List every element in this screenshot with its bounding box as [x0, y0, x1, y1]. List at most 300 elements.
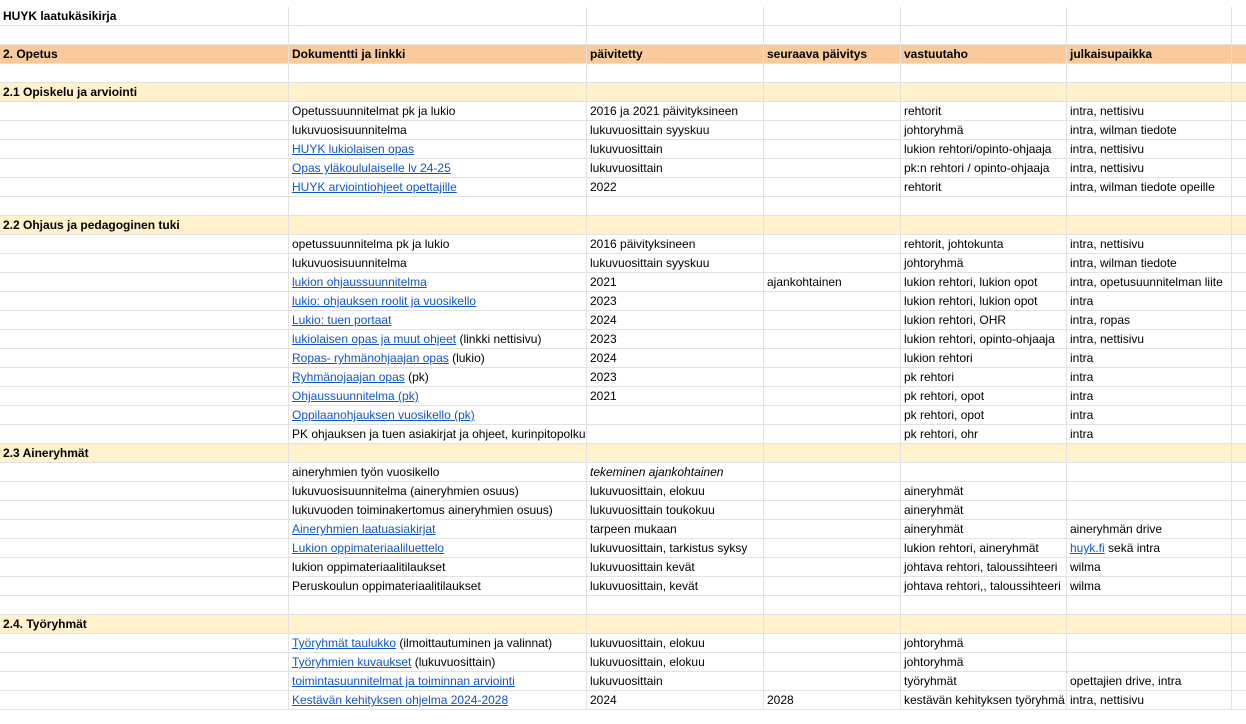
cell[interactable]	[1232, 634, 1246, 652]
cell[interactable]	[901, 26, 1067, 44]
cell[interactable]	[0, 292, 289, 310]
cell[interactable]	[764, 425, 901, 443]
cell[interactable]: intra	[1067, 368, 1232, 386]
cell[interactable]: lukuvuosittain	[587, 140, 764, 158]
cell[interactable]: lukion rehtori, lukion opot	[901, 273, 1067, 291]
table-row	[0, 691, 1246, 710]
cell-suffix-text: (pk)	[404, 370, 429, 384]
cell[interactable]: johtoryhmä	[901, 254, 1067, 272]
cell[interactable]: intra	[1067, 292, 1232, 310]
cell[interactable]	[289, 159, 587, 177]
cell[interactable]: intra, ropas	[1067, 311, 1232, 329]
table-row	[0, 368, 1246, 387]
cell[interactable]	[901, 615, 1067, 633]
cell[interactable]	[764, 672, 901, 690]
cell[interactable]: lukuvuosittain syyskuu	[587, 121, 764, 139]
cell[interactable]	[1232, 482, 1246, 500]
cell[interactable]	[1232, 691, 1246, 709]
cell[interactable]: intra, wilman tiedote opeille	[1067, 178, 1232, 196]
cell[interactable]	[1067, 615, 1232, 633]
table-row	[0, 26, 1246, 45]
cell[interactable]	[1232, 539, 1246, 557]
cell[interactable]	[1067, 653, 1232, 671]
cell[interactable]	[1067, 501, 1232, 519]
cell[interactable]	[1067, 83, 1232, 101]
section-row	[0, 216, 1246, 235]
cell[interactable]: pk rehtori	[901, 368, 1067, 386]
cell[interactable]	[0, 64, 289, 82]
cell[interactable]: rehtorit	[901, 178, 1067, 196]
cell[interactable]: aineryhmät	[901, 482, 1067, 500]
cell[interactable]: rehtorit	[901, 102, 1067, 120]
cell[interactable]	[289, 672, 587, 690]
cell[interactable]	[0, 140, 289, 158]
cell[interactable]	[587, 26, 764, 44]
cell[interactable]	[289, 216, 587, 234]
cell[interactable]: lukuvuosisuunnitelma	[289, 121, 587, 139]
cell-suffix-text: (lukuvuosittain)	[411, 655, 496, 669]
cell[interactable]	[289, 311, 587, 329]
cell[interactable]	[901, 64, 1067, 82]
cell[interactable]	[1067, 216, 1232, 234]
cell[interactable]: opetussuunnitelma pk ja lukio	[289, 235, 587, 253]
cell[interactable]	[289, 178, 587, 196]
cell[interactable]	[1232, 254, 1246, 272]
cell[interactable]	[0, 672, 289, 690]
cell[interactable]	[764, 45, 901, 63]
cell[interactable]: aineryhmät	[901, 501, 1067, 519]
cell[interactable]: intra, nettisivu	[1067, 140, 1232, 158]
document-link[interactable]: lukiolaisen opas ja muut ohjeet	[292, 332, 457, 346]
cell[interactable]	[901, 444, 1067, 462]
document-link[interactable]: lukion ohjaussuunnitelma	[292, 275, 427, 289]
cell[interactable]	[289, 197, 587, 215]
cell[interactable]	[764, 235, 901, 253]
cell[interactable]	[289, 596, 587, 614]
document-link[interactable]: Opas yläkoululaiselle lv 24-25	[292, 161, 451, 175]
cell[interactable]	[1232, 64, 1246, 82]
cell[interactable]	[901, 83, 1067, 101]
cell[interactable]: lukuvuosisuunnitelma (aineryhmien osuus)	[289, 482, 587, 500]
table-row	[0, 121, 1246, 140]
cell[interactable]	[764, 330, 901, 348]
cell[interactable]: lukuvuosittain	[587, 159, 764, 177]
cell[interactable]	[289, 45, 587, 63]
cell[interactable]	[764, 64, 901, 82]
cell[interactable]	[289, 406, 587, 424]
cell[interactable]: johtoryhmä	[901, 634, 1067, 652]
cell[interactable]	[764, 558, 901, 576]
cell[interactable]	[0, 558, 289, 576]
table-row	[0, 254, 1246, 273]
cell[interactable]	[587, 197, 764, 215]
cell[interactable]: intra, nettisivu	[1067, 159, 1232, 177]
cell[interactable]	[0, 539, 289, 557]
cell[interactable]	[1067, 596, 1232, 614]
table-row	[0, 311, 1246, 330]
cell[interactable]	[764, 159, 901, 177]
cell[interactable]	[0, 254, 289, 272]
cell[interactable]	[764, 292, 901, 310]
cell[interactable]	[764, 482, 901, 500]
document-link[interactable]: HUYK arviointiohjeet opettajille	[292, 180, 457, 194]
cell[interactable]	[764, 197, 901, 215]
cell[interactable]	[901, 216, 1067, 234]
cell-suffix-text: (ilmoittautuminen ja valinnat)	[396, 636, 553, 650]
document-link[interactable]: Kestävän kehityksen ohjelma 2024-2028	[292, 693, 509, 707]
cell[interactable]	[764, 140, 901, 158]
cell[interactable]: ajankohtainen	[764, 273, 901, 291]
cell[interactable]	[764, 102, 901, 120]
cell[interactable]	[0, 577, 289, 595]
cell-suffix-text: (lukio)	[448, 351, 485, 365]
cell[interactable]	[1067, 463, 1232, 481]
cell[interactable]: pk rehtori, ohr	[901, 425, 1067, 443]
cell[interactable]: lukuvuosisuunnitelma	[289, 254, 587, 272]
cell[interactable]	[1232, 235, 1246, 253]
cell[interactable]	[1067, 26, 1232, 44]
cell[interactable]	[764, 634, 901, 652]
cell[interactable]: pk rehtori, opot	[901, 387, 1067, 405]
cell[interactable]	[289, 520, 587, 538]
cell[interactable]	[0, 330, 289, 348]
cell[interactable]	[0, 368, 289, 386]
cell[interactable]	[1232, 349, 1246, 367]
document-link[interactable]: lukio: ohjauksen roolit ja vuosikello	[292, 294, 477, 308]
cell[interactable]: johtoryhmä	[901, 653, 1067, 671]
header-row	[0, 45, 1246, 64]
cell[interactable]	[764, 387, 901, 405]
cell[interactable]	[587, 83, 764, 101]
cell[interactable]	[764, 444, 901, 462]
cell[interactable]: lukuvuosittain kevät	[587, 558, 764, 576]
cell[interactable]	[0, 121, 289, 139]
cell[interactable]	[1232, 444, 1246, 462]
cell[interactable]: 2023	[587, 330, 764, 348]
document-link[interactable]: Työryhmät taulukko	[292, 636, 397, 650]
cell[interactable]: Opetussuunnitelmat pk ja lukio	[289, 102, 587, 120]
cell[interactable]	[764, 615, 901, 633]
cell[interactable]: lukion rehtori, opinto-ohjaaja	[901, 330, 1067, 348]
cell[interactable]	[1232, 178, 1246, 196]
cell[interactable]	[1067, 64, 1232, 82]
cell[interactable]: lukion oppimateriaalitilaukset	[289, 558, 587, 576]
cell[interactable]	[901, 45, 1067, 63]
cell[interactable]	[1232, 102, 1246, 120]
cell[interactable]: 2024	[587, 691, 764, 709]
cell-text: 2.4. Työryhmät	[3, 617, 87, 631]
cell[interactable]: lukuvuosittain, elokuu	[587, 634, 764, 652]
cell[interactable]	[0, 7, 289, 25]
table-row	[0, 292, 1246, 311]
cell[interactable]	[764, 254, 901, 272]
cell[interactable]: intra, nettisivu	[1067, 235, 1232, 253]
cell[interactable]	[1232, 45, 1246, 63]
document-link[interactable]: Ohjaussuunnitelma (pk)	[292, 389, 419, 403]
cell[interactable]	[764, 311, 901, 329]
cell[interactable]	[0, 615, 289, 633]
cell[interactable]	[1232, 159, 1246, 177]
cell[interactable]	[0, 520, 289, 538]
cell[interactable]: 2016 ja 2021 päivityksineen	[587, 102, 764, 120]
cell[interactable]: pk rehtori, opot	[901, 406, 1067, 424]
cell[interactable]: johtoryhmä	[901, 121, 1067, 139]
cell[interactable]	[764, 577, 901, 595]
cell[interactable]	[764, 7, 901, 25]
cell[interactable]	[764, 520, 901, 538]
cell[interactable]	[1232, 83, 1246, 101]
cell[interactable]: intra, wilman tiedote	[1067, 254, 1232, 272]
cell[interactable]	[1232, 558, 1246, 576]
cell[interactable]: intra, nettisivu	[1067, 691, 1232, 709]
cell[interactable]	[0, 634, 289, 652]
cell[interactable]: työryhmät	[901, 672, 1067, 690]
cell[interactable]	[289, 330, 587, 348]
cell[interactable]	[1232, 520, 1246, 538]
cell[interactable]	[764, 26, 901, 44]
cell[interactable]	[1067, 197, 1232, 215]
cell[interactable]: lukion rehtori, aineryhmät	[901, 539, 1067, 557]
document-link[interactable]: Ryhmänojaajan opas	[292, 370, 405, 384]
cell[interactable]	[901, 197, 1067, 215]
cell[interactable]	[0, 387, 289, 405]
cell[interactable]	[0, 197, 289, 215]
document-link[interactable]: huyk.fi	[1070, 541, 1105, 555]
cell[interactable]: intra	[1067, 387, 1232, 405]
cell[interactable]	[289, 273, 587, 291]
table-row	[0, 539, 1246, 558]
document-link[interactable]: Lukio: tuen portaat	[292, 313, 392, 327]
cell[interactable]	[1232, 311, 1246, 329]
cell[interactable]	[1232, 596, 1246, 614]
cell[interactable]	[587, 425, 764, 443]
cell[interactable]: tarpeen mukaan	[587, 520, 764, 538]
cell[interactable]: lukion rehtori, OHR	[901, 311, 1067, 329]
cell[interactable]	[0, 178, 289, 196]
cell[interactable]: lukion rehtori, lukion opot	[901, 292, 1067, 310]
cell[interactable]	[0, 501, 289, 519]
cell[interactable]	[0, 102, 289, 120]
cell[interactable]: 2028	[764, 691, 901, 709]
cell[interactable]: wilma	[1067, 577, 1232, 595]
cell[interactable]	[1232, 26, 1246, 44]
cell[interactable]: lukuvuosittain, kevät	[587, 577, 764, 595]
cell[interactable]: lukuvuosittain syyskuu	[587, 254, 764, 272]
cell[interactable]	[0, 235, 289, 253]
cell[interactable]	[0, 273, 289, 291]
cell[interactable]: intra, opetusuunnitelman liite	[1067, 273, 1232, 291]
document-link[interactable]: Aineryhmien laatuasiakirjat	[292, 522, 436, 536]
cell[interactable]	[0, 83, 289, 101]
cell[interactable]	[1232, 140, 1246, 158]
cell[interactable]	[0, 425, 289, 443]
cell-text: 2.3 Aineryhmät	[3, 446, 89, 460]
cell[interactable]	[289, 539, 587, 557]
cell-text: Dokumentti ja linkki	[292, 47, 406, 61]
cell[interactable]: 2021	[587, 273, 764, 291]
cell[interactable]	[1067, 482, 1232, 500]
cell[interactable]	[764, 349, 901, 367]
cell[interactable]	[0, 444, 289, 462]
cell[interactable]	[764, 406, 901, 424]
cell[interactable]	[289, 64, 587, 82]
cell[interactable]	[1232, 672, 1246, 690]
cell[interactable]	[0, 216, 289, 234]
cell[interactable]: lukion rehtori/opinto-ohjaaja	[901, 140, 1067, 158]
cell[interactable]: 2024	[587, 349, 764, 367]
cell[interactable]	[587, 596, 764, 614]
cell[interactable]	[289, 292, 587, 310]
cell[interactable]: 2021	[587, 387, 764, 405]
cell[interactable]: johtava rehtori, taloussihteeri	[901, 558, 1067, 576]
cell[interactable]	[1232, 425, 1246, 443]
cell[interactable]	[901, 463, 1067, 481]
cell[interactable]	[587, 463, 764, 481]
cell[interactable]: 2023	[587, 292, 764, 310]
cell[interactable]	[289, 7, 587, 25]
cell[interactable]	[289, 349, 587, 367]
cell-text: 2.1 Opiskelu ja arviointi	[3, 85, 138, 99]
cell[interactable]: lukuvuosittain	[587, 672, 764, 690]
cell[interactable]	[0, 463, 289, 481]
cell[interactable]	[1232, 330, 1246, 348]
cell[interactable]	[1232, 273, 1246, 291]
cell[interactable]	[1232, 501, 1246, 519]
cell[interactable]	[587, 64, 764, 82]
cell[interactable]: Peruskoulun oppimateriaalitilaukset	[289, 577, 587, 595]
cell[interactable]: 2016 päivityksineen	[587, 235, 764, 253]
cell[interactable]	[289, 444, 587, 462]
cell[interactable]	[1232, 387, 1246, 405]
cell[interactable]	[0, 159, 289, 177]
cell[interactable]: lukuvuosittain, tarkistus syksy	[587, 539, 764, 557]
cell[interactable]: intra, nettisivu	[1067, 102, 1232, 120]
cell[interactable]	[1232, 197, 1246, 215]
cell[interactable]: lukuvuosittain, elokuu	[587, 482, 764, 500]
document-link[interactable]: Työryhmien kuvaukset	[292, 655, 412, 669]
document-link[interactable]: Lukion oppimateriaaliluettelo	[292, 541, 445, 555]
cell[interactable]	[0, 653, 289, 671]
cell[interactable]: opettajien drive, intra	[1067, 672, 1232, 690]
cell[interactable]: kestävän kehityksen työryhmä	[901, 691, 1067, 709]
cell[interactable]: intra	[1067, 349, 1232, 367]
document-link[interactable]: toimintasuunnitelmat ja toiminnan arviointi	[292, 674, 515, 688]
cell[interactable]: PK ohjauksen ja tuen asiakirjat ja ohjeet, kurinpitopolku	[289, 425, 587, 443]
cell[interactable]	[289, 634, 587, 652]
cell[interactable]	[587, 444, 764, 462]
document-link[interactable]: Oppilaanohjauksen vuosikello (pk)	[292, 408, 475, 422]
cell[interactable]	[0, 349, 289, 367]
cell[interactable]	[1232, 292, 1246, 310]
cell[interactable]: lukion rehtori	[901, 349, 1067, 367]
cell[interactable]: johtava rehtori,, taloussihteeri	[901, 577, 1067, 595]
cell[interactable]	[764, 216, 901, 234]
cell[interactable]	[1067, 444, 1232, 462]
cell[interactable]	[587, 7, 764, 25]
cell[interactable]: intra, wilman tiedote	[1067, 121, 1232, 139]
cell[interactable]	[0, 406, 289, 424]
cell[interactable]	[764, 83, 901, 101]
cell[interactable]	[289, 368, 587, 386]
cell[interactable]	[0, 691, 289, 709]
cell[interactable]: aineryhmät	[901, 520, 1067, 538]
cell[interactable]	[587, 216, 764, 234]
cell[interactable]	[1232, 121, 1246, 139]
cell[interactable]	[764, 178, 901, 196]
cell-text: seuraava päivitys	[767, 47, 868, 61]
cell[interactable]: intra	[1067, 406, 1232, 424]
cell[interactable]: wilma	[1067, 558, 1232, 576]
cell[interactable]	[1067, 634, 1232, 652]
cell[interactable]	[1232, 577, 1246, 595]
document-link[interactable]: HUYK lukiolaisen opas	[292, 142, 415, 156]
table-row	[0, 330, 1246, 349]
table-row	[0, 197, 1246, 216]
cell[interactable]	[0, 26, 289, 44]
cell[interactable]: aineryhmien työn vuosikello	[289, 463, 587, 481]
cell[interactable]	[289, 26, 587, 44]
cell[interactable]	[764, 539, 901, 557]
cell[interactable]: 2024	[587, 311, 764, 329]
cell[interactable]	[1067, 7, 1232, 25]
cell[interactable]	[764, 653, 901, 671]
cell[interactable]: pk:n rehtori / opinto-ohjaaja	[901, 159, 1067, 177]
cell[interactable]	[289, 691, 587, 709]
cell[interactable]	[764, 368, 901, 386]
cell[interactable]	[1067, 45, 1232, 63]
cell[interactable]	[289, 387, 587, 405]
cell[interactable]: 2022	[587, 178, 764, 196]
cell[interactable]	[1067, 539, 1232, 557]
cell[interactable]: lukuvuoden toiminakertomus aineryhmien osuus)	[289, 501, 587, 519]
cell[interactable]: intra, nettisivu	[1067, 330, 1232, 348]
cell[interactable]	[1232, 216, 1246, 234]
cell[interactable]	[1232, 653, 1246, 671]
cell[interactable]	[0, 596, 289, 614]
cell[interactable]	[0, 311, 289, 329]
cell[interactable]	[289, 653, 587, 671]
cell[interactable]: lukuvuosittain, elokuu	[587, 653, 764, 671]
cell[interactable]	[764, 501, 901, 519]
table-row	[0, 482, 1246, 501]
cell[interactable]	[1232, 615, 1246, 633]
cell[interactable]	[1232, 368, 1246, 386]
cell[interactable]: intra	[1067, 425, 1232, 443]
cell[interactable]	[764, 463, 901, 481]
cell[interactable]	[1232, 7, 1246, 25]
cell[interactable]	[587, 406, 764, 424]
cell[interactable]	[1232, 406, 1246, 424]
cell[interactable]	[0, 482, 289, 500]
cell[interactable]	[289, 615, 587, 633]
cell[interactable]	[764, 121, 901, 139]
cell[interactable]	[764, 596, 901, 614]
cell[interactable]	[901, 7, 1067, 25]
document-link[interactable]: Ropas- ryhmänohjaajan opas	[292, 351, 449, 365]
cell[interactable]: 2023	[587, 368, 764, 386]
cell[interactable]	[289, 83, 587, 101]
cell[interactable]: lukuvuosittain toukokuu	[587, 501, 764, 519]
cell[interactable]	[587, 45, 764, 63]
cell[interactable]	[1232, 463, 1246, 481]
cell[interactable]	[289, 140, 587, 158]
table-row	[0, 102, 1246, 121]
cell[interactable]: aineryhmän drive	[1067, 520, 1232, 538]
cell[interactable]	[901, 596, 1067, 614]
cell[interactable]	[0, 45, 289, 63]
cell[interactable]	[587, 615, 764, 633]
cell[interactable]: rehtorit, johtokunta	[901, 235, 1067, 253]
